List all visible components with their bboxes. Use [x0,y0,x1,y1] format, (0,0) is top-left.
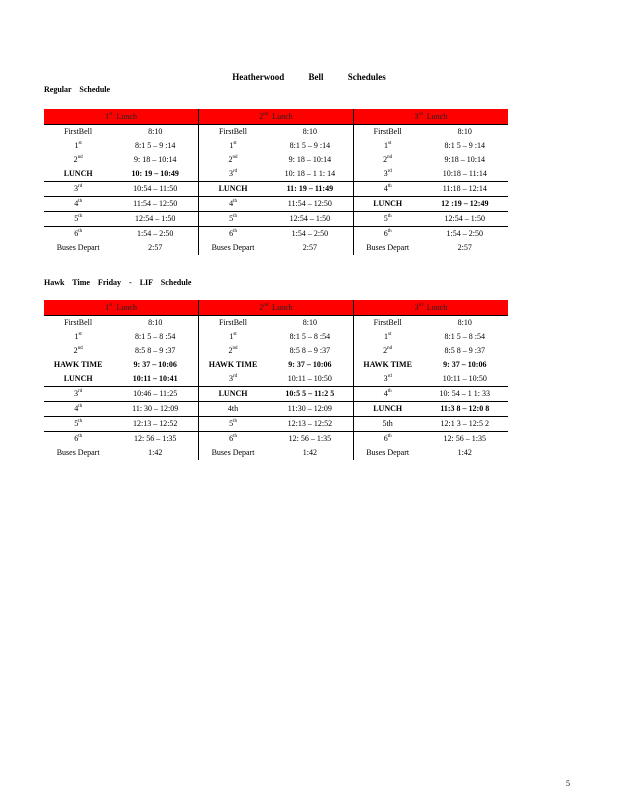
period-ordinal: st [78,141,82,146]
period-cell [199,212,267,227]
time-cell: 10:46 – 11:25 [112,387,198,402]
schedule-row [44,387,508,402]
period-label: Buses Depart [56,243,100,252]
period-cell [353,153,421,167]
time-cell: 10:54 – 11:50 [112,182,198,197]
time-cell: 10: 18 – 1 1: 14 [284,169,336,178]
period-cell [353,402,421,417]
lunch-label: Lunch [426,112,448,121]
period-cell [199,227,267,242]
period-ordinal: th [233,199,237,204]
period-cell [353,358,421,372]
period-ordinal: th [78,199,83,204]
period-cell [353,344,421,358]
period-label: 6 [74,434,79,443]
lunch-number: 1 [105,303,110,312]
period-ordinal: th [387,229,392,234]
schedule-row [44,139,508,153]
schedule-row [44,227,508,242]
schedule-row [44,167,508,182]
period-cell [353,330,421,344]
period-cell [44,153,112,167]
period-label: 4th [227,404,239,413]
time-cell: 9: 18 – 10:14 [288,155,332,164]
time-cell: 8:10 [302,318,317,327]
schedule-row [44,432,508,447]
period-label: 1 [229,141,234,150]
period-cell [353,227,421,242]
time-cell: 12 :19 – 12:49 [422,197,508,212]
period-ordinal: nd [232,346,238,351]
period-label: FirstBell [219,318,248,327]
period-ordinal: nd [387,346,393,351]
period-label: 1 [384,332,388,341]
period-cell [44,417,112,432]
time-cell: 8:10 [457,127,472,136]
period-ordinal: nd [232,155,238,160]
period-cell [353,372,421,387]
header-row [44,300,508,316]
period-label: HAWK TIME [363,360,412,369]
period-cell [44,358,112,372]
period-label: 4 [229,199,234,208]
time-cell: 8:1 5 – 9 :14 [289,141,331,150]
period-ordinal: th [233,419,237,424]
period-cell [199,372,267,387]
schedule-row [44,197,508,212]
period-label: 3 [383,169,388,178]
period-label: 1 [384,141,388,150]
time-cell: 9: 37 – 10:06 [443,360,487,369]
lunch-label: Lunch [272,112,293,121]
period-ordinal: rd [387,374,392,379]
lunch-ordinal: nd [263,303,269,308]
time-cell: 8:5 8 – 9 :37 [289,346,331,355]
period-cell [199,167,267,182]
period-label: 2 [383,346,388,355]
time-cell: 2:57 [302,243,317,252]
time-cell: 10:11 – 10:50 [287,374,332,383]
lunch-number: 3 [414,303,419,312]
period-cell [44,182,112,197]
period-ordinal: rd [78,389,83,394]
period-cell [199,446,267,460]
period-ordinal: st [388,332,392,337]
time-cell: 8:5 8 – 9 :37 [444,346,485,355]
time-cell: 10: 19 – 10:49 [131,169,179,178]
period-label: 3 [383,374,388,383]
period-cell [199,125,267,140]
time-cell: 8:1 5 – 8 :54 [134,332,176,341]
period-cell [44,316,112,331]
period-label: Buses Depart [211,448,255,457]
period-label: 2 [383,155,388,164]
period-cell [199,432,267,447]
schedule-row [44,358,508,372]
period-cell [353,139,421,153]
period-ordinal: th [387,434,392,439]
period-label: 5 [229,419,234,428]
period-cell [353,446,421,460]
time-cell: 11:3 8 – 12:0 8 [422,402,508,417]
period-label: LUNCH [218,389,248,398]
time-cell: 11:30 – 12:09 [267,402,353,417]
hawk-schedule-title: Hawk Time Friday - LIF Schedule [44,278,192,287]
period-cell [44,446,112,460]
lunch-number: 1 [105,112,110,121]
period-label: FirstBell [373,127,402,136]
period-label: LUNCH [373,404,403,413]
period-cell [44,197,112,212]
period-cell [199,330,267,344]
time-cell: 1:42 [457,448,472,457]
lunch-header [44,109,199,125]
period-label: 1 [74,332,79,341]
time-cell: 9: 18 – 10:14 [133,155,177,164]
lunch-header [199,109,354,125]
period-cell [44,372,112,387]
period-cell [353,241,421,255]
period-label: 6 [229,229,234,238]
schedule-row [44,330,508,344]
schedule-row [44,344,508,358]
period-label: Buses Depart [366,448,410,457]
time-cell: 1:54 – 2:50 [112,227,198,242]
period-cell [353,387,421,402]
regular-schedule-table [44,109,508,255]
schedule-row [44,402,508,417]
period-label: 3 [74,389,79,398]
period-label: 4 [383,389,388,398]
period-label: 4 [383,184,388,193]
period-cell [44,125,112,140]
lunch-ordinal: rd [418,303,423,308]
period-label: 5 [74,214,79,223]
time-cell: 12:13 – 12:52 [112,417,198,432]
time-cell: 10:5 5 – 11:2 5 [267,387,353,402]
lunch-header [353,300,508,316]
schedule-row [44,372,508,387]
period-ordinal: th [387,214,392,219]
period-label: 4 [74,404,79,413]
lunch-number: 2 [259,112,264,121]
period-label: 1 [229,332,234,341]
time-cell: 12:54 – 1:50 [112,212,198,227]
time-cell: 8:10 [302,127,317,136]
period-cell [44,212,112,227]
time-cell: 12:13 – 12:52 [267,417,353,432]
schedule-row [44,125,508,140]
period-cell [199,182,267,197]
period-label: 5 [74,419,79,428]
period-cell [199,344,267,358]
period-cell [44,167,112,182]
period-ordinal: th [233,434,237,439]
time-cell: 11:54 – 12:50 [267,197,353,212]
period-ordinal: th [78,229,83,234]
time-cell: 8:10 [457,318,472,327]
period-ordinal: th [78,434,83,439]
period-label: LUNCH [373,199,403,208]
period-cell [199,358,267,372]
time-cell: 12: 56 – 1:35 [112,432,198,447]
period-ordinal: th [78,404,83,409]
period-label: 3 [228,374,233,383]
page-number: 5 [566,779,570,788]
hawk-schedule-table [44,300,508,460]
period-ordinal: th [387,184,392,189]
period-cell [353,417,421,432]
period-ordinal: th [233,229,237,234]
time-cell: 2:57 [457,243,472,252]
time-cell: 11: 19 – 11:49 [267,182,353,197]
time-cell: 1:42 [302,448,317,457]
time-cell: 10:18 – 11:14 [442,169,487,178]
period-cell [353,182,421,197]
period-ordinal: th [233,214,237,219]
period-ordinal: st [78,332,82,337]
period-label: 4 [74,199,79,208]
period-cell [353,212,421,227]
lunch-number: 3 [414,112,419,121]
time-cell: 12: 56 – 1:35 [422,432,508,447]
period-cell [44,330,112,344]
time-cell: 1:42 [148,448,163,457]
period-label: 6 [74,229,79,238]
period-cell [44,344,112,358]
period-ordinal: th [78,419,83,424]
lunch-label: Lunch [272,303,293,312]
time-cell: 9: 37 – 10:06 [288,360,332,369]
regular-schedule-title: Regular Schedule [44,85,111,94]
schedule-row [44,182,508,197]
period-label: Buses Depart [56,448,100,457]
period-label: FirstBell [64,318,93,327]
time-cell: 9:18 – 10:14 [444,155,485,164]
period-cell [353,197,421,212]
lunch-label: Lunch [116,112,137,121]
time-cell: 10:11 – 10:50 [442,374,487,383]
time-cell: 1:54 – 2:50 [422,227,508,242]
time-cell: 12:1 3 – 12:5 2 [422,417,508,432]
period-ordinal: st [233,332,237,337]
schedule-row [44,316,508,331]
time-cell: 8:1 5 – 8 :54 [289,332,331,341]
schedule-row [44,417,508,432]
period-label: 5 [229,214,234,223]
period-label: HAWK TIME [208,360,258,369]
period-ordinal: rd [78,184,83,189]
period-cell [353,316,421,331]
period-ordinal: th [387,389,392,394]
time-cell: 12:54 – 1:50 [422,212,508,227]
period-label: HAWK TIME [53,360,103,369]
lunch-ordinal: st [109,112,113,117]
period-label: LUNCH [63,374,93,383]
period-label: 5 [383,214,388,223]
period-cell [199,387,267,402]
period-ordinal: rd [232,374,238,379]
period-label: FirstBell [219,127,248,136]
time-cell: 11:18 – 12:14 [422,182,508,197]
lunch-header [44,300,199,316]
time-cell: 8:5 8 – 9 :37 [134,346,176,355]
schedule-row [44,212,508,227]
period-label: 2 [73,346,78,355]
schedule-row [44,241,508,255]
period-label: 6 [229,434,234,443]
time-cell: 11: 30 – 12:09 [112,402,198,417]
period-label: LUNCH [218,184,248,193]
time-cell: 8:10 [148,127,163,136]
period-label: Buses Depart [211,243,255,252]
period-label: FirstBell [64,127,93,136]
lunch-label: Lunch [116,303,137,312]
period-ordinal: th [78,214,83,219]
time-cell: 1:54 – 2:50 [267,227,353,242]
time-cell: 8:1 5 – 9 :14 [134,141,176,150]
time-cell: 8:1 5 – 8 :54 [444,332,485,341]
period-cell [44,227,112,242]
period-label: 3 [228,169,233,178]
period-label: 6 [383,229,388,238]
document-title: Heatherwood Bell Schedules [232,72,386,82]
lunch-label: Lunch [426,303,448,312]
lunch-number: 2 [259,303,264,312]
period-label: Buses Depart [366,243,410,252]
time-cell: 10:11 – 10:41 [132,374,178,383]
period-cell [44,387,112,402]
period-ordinal: nd [387,155,393,160]
time-cell: 10: 54 – 1 1: 33 [422,387,508,402]
time-cell: 11:54 – 12:50 [112,197,198,212]
period-cell [353,167,421,182]
period-cell [44,241,112,255]
period-ordinal: nd [77,346,83,351]
schedule-row [44,446,508,460]
time-cell: 8:10 [148,318,163,327]
period-ordinal: nd [77,155,83,160]
schedule-row [44,153,508,167]
period-label: 2 [228,155,233,164]
lunch-ordinal: rd [418,112,423,117]
period-label: 2 [73,155,78,164]
lunch-ordinal: nd [263,112,269,117]
period-label: 1 [74,141,79,150]
period-ordinal: st [388,141,392,146]
period-label: 3 [74,184,79,193]
period-label: 5th [382,419,393,428]
time-cell: 12: 56 – 1:35 [267,432,353,447]
period-cell [44,432,112,447]
lunch-ordinal: st [109,303,113,308]
time-cell: 12:54 – 1:50 [267,212,353,227]
header-row [44,109,508,125]
period-cell [199,197,267,212]
period-cell [199,402,267,417]
period-cell [199,417,267,432]
time-cell: 2:57 [148,243,163,252]
time-cell: 8:1 5 – 9 :14 [444,141,485,150]
period-ordinal: st [233,141,237,146]
period-label: 6 [383,434,388,443]
lunch-header [199,300,354,316]
period-cell [199,153,267,167]
period-cell [353,432,421,447]
time-cell: 9: 37 – 10:06 [133,360,177,369]
period-label: LUNCH [63,169,93,178]
period-cell [353,125,421,140]
period-label: FirstBell [373,318,402,327]
period-cell [199,241,267,255]
period-ordinal: rd [387,169,392,174]
period-cell [44,139,112,153]
period-cell [44,402,112,417]
period-cell [199,316,267,331]
period-cell [199,139,267,153]
lunch-header [353,109,508,125]
period-label: 2 [228,346,233,355]
period-ordinal: rd [232,169,238,174]
